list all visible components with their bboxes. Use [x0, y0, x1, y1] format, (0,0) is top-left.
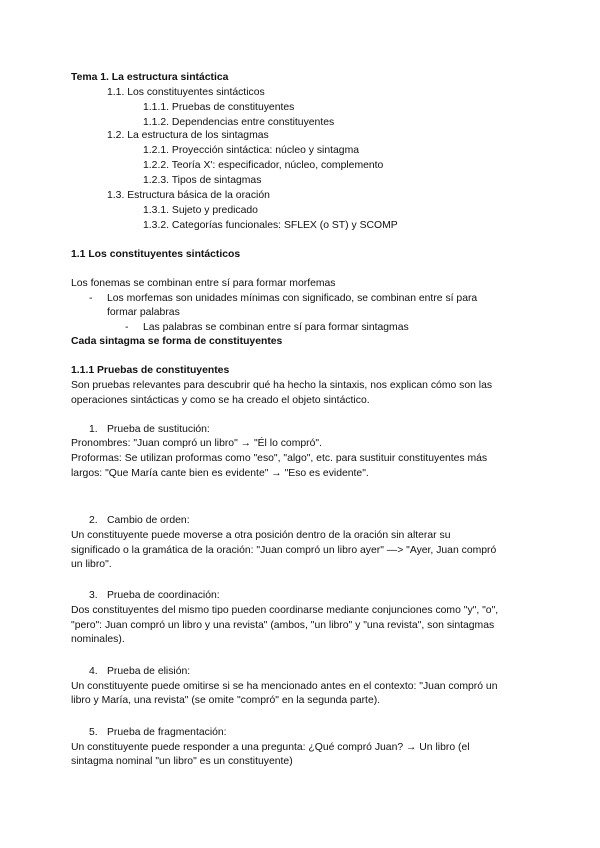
list-number: 3. [89, 590, 98, 601]
paragraph: Son pruebas relevantes para descubrir qué ha hecho la sintaxis, nos explican cómo son las [71, 380, 493, 391]
toc-title: Tema 1. La estructura sintáctica [71, 72, 229, 83]
test-text: nominales). [71, 634, 125, 645]
test-text: Dos constituyentes del mismo tipo pueden coordinarse mediante conjunciones como "y", "o", [71, 605, 499, 616]
test-text: Proformas: Se utilizan proformas como "eso", "algo", etc. para sustituir constituyentes más [71, 453, 488, 464]
list-number: 1. [89, 424, 98, 435]
test-text: "pero": Juan compró un libro y una revista" (ambos, "un libro" y "una revista", son sintagmas [71, 620, 495, 631]
toc-item: 1.2.3. Tipos de sintagmas [143, 175, 262, 186]
toc-item: 1.1.2. Dependencias entre constituyentes [143, 117, 335, 128]
bullet-text: Los morfemas son unidades mínimas con significado, se combinan entre sí para [107, 293, 478, 304]
test-title: Prueba de fragmentación: [107, 727, 227, 738]
toc-item: 1.3. Estructura básica de la oración [107, 190, 270, 201]
test-text: significado o la gramática de la oración: "Juan compró un libro ayer" —> "Ayer, Juan compró [71, 545, 497, 556]
toc-item: 1.3.1. Sujeto y predicado [143, 205, 258, 216]
paragraph: Los fonemas se combinan entre sí para formar morfemas [71, 278, 336, 289]
test-text: largos: "Que María cante bien es evidente" → "Eso es evidente". [71, 468, 369, 479]
test-text: Pronombres: "Juan compró un libro" → "Él lo compró". [71, 438, 322, 449]
test-text: Un constituyente puede omitirse si se ha mencionado antes en el contexto: "Juan compró un [71, 681, 498, 692]
test-title: Cambio de orden: [107, 515, 190, 526]
toc-item: 1.1.1. Pruebas de constituyentes [143, 102, 295, 113]
test-text: Un constituyente puede responder a una pregunta: ¿Qué compró Juan? → Un libro (el [71, 742, 470, 753]
test-text: libro y María, una revista" (se omite "compró" en la segunda parte). [71, 695, 381, 706]
paragraph: operaciones sintácticas y como se ha creado el objeto sintáctico. [71, 395, 370, 406]
bullet-text: Las palabras se combinan entre sí para formar sintagmas [143, 322, 409, 333]
list-number: 4. [89, 666, 98, 677]
bold-statement: Cada sintagma se forma de constituyentes [71, 336, 283, 347]
toc-item: 1.2.2. Teoría X': especificador, núcleo, complemento [143, 160, 384, 171]
test-title: Prueba de elisión: [107, 666, 191, 677]
bullet-dash: - [125, 322, 129, 333]
toc-item: 1.1. Los constituyentes sintácticos [107, 87, 265, 98]
toc-item: 1.3.2. Categorías funcionales: SFLEX (o ST) y SCOMP [143, 220, 398, 231]
test-title: Prueba de sustitución: [107, 424, 210, 435]
subsection-heading: 1.1.1 Pruebas de constituyentes [71, 365, 230, 376]
toc-item: 1.2. La estructura de los sintagmas [107, 130, 269, 141]
test-text: sintagma nominal "un libro" es un constituyente) [71, 756, 293, 767]
test-text: Un constituyente puede moverse a otra posición dentro de la oración sin alterar su [71, 530, 451, 541]
section-heading: 1.1 Los constituyentes sintácticos [71, 249, 241, 260]
bullet-dash: - [89, 293, 93, 304]
test-text: un libro". [71, 559, 112, 570]
bullet-text: formar palabras [107, 307, 180, 318]
test-title: Prueba de coordinación: [107, 590, 220, 601]
list-number: 5. [89, 727, 98, 738]
toc-item: 1.2.1. Proyección sintáctica: núcleo y sintagma [143, 145, 360, 156]
list-number: 2. [89, 515, 98, 526]
